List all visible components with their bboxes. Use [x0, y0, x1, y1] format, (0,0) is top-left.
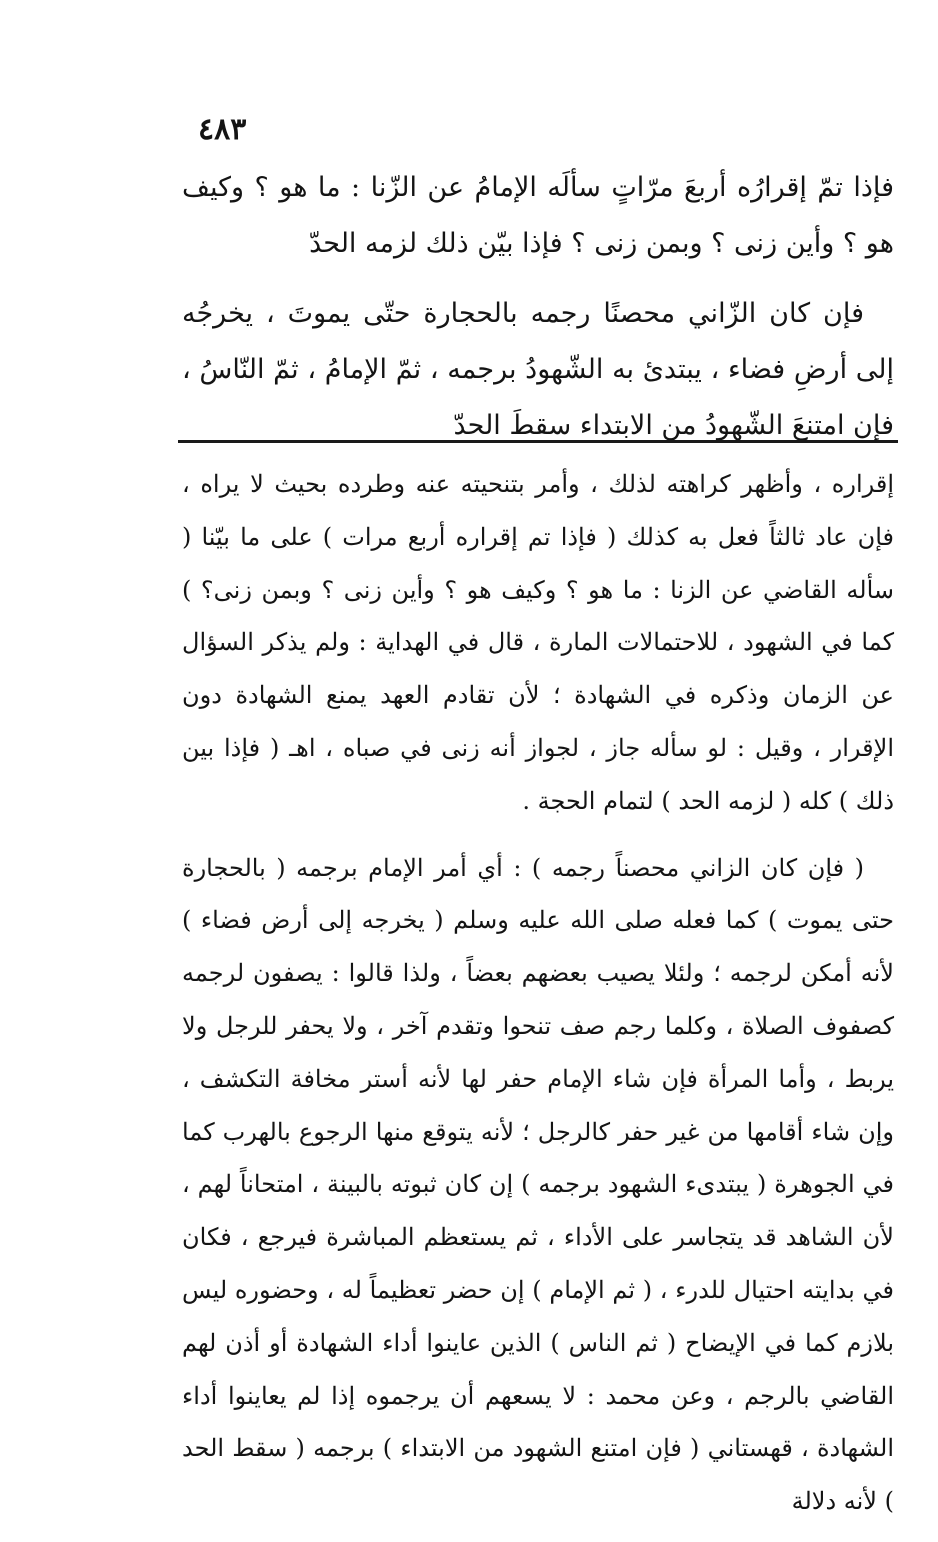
- main-paragraph: فإن كان الزّاني محصنًا رجمه بالحجارة حتّى يموتَ ، يخرجُه إلى أرضِ فضاء ، يبتدئ به الشّهودُ برجمه ، ثمّ الإمامُ ، ثمّ النّاسُ ، فإن امتنعَ الشّهودُ من الابتداء سقطَ الحدّ: [182, 298, 894, 441]
- main-paragraph: فإذا تمّ إقرارُه أربعَ مرّاتٍ سألَه الإمامُ عن الزّنا : ما هو ؟ وكيف هو ؟ وأين زنى ؟ وبمن زنى ؟ فإذا بيّن ذلك لزمه الحدّ: [182, 172, 894, 259]
- main-text: [182, 160, 894, 468]
- separator-line: [178, 440, 898, 443]
- commentary-paragraph: إقراره ، وأظهر كراهته لذلك ، وأمر بتنحيته عنه وطرده بحيث لا يراه ، فإن عاد ثالثاً فعل به كذلك ( فإذا تم إقراره أربع مرات ) على ما بيّنا ( سأله القاضي عن الزنا : ما هو ؟ وكيف هو ؟ وأين زنى ؟ وبمن زنى؟ ) كما في الشهود ، للاحتمالات المارة ، قال في الهداية : ولم يذكر السؤال عن الزمان وذكره في الشهادة ؛ لأن تقادم العهد يمنع الشهادة دون الإقرار ، وقيل : لو سأله جاز ، لجواز أنه زنى في صباه ، اهـ ( فإذا بين ذلك ) كله ( لزمه الحد ) لتمام الحجة .: [182, 470, 895, 815]
- commentary-paragraph: ( فإن كان الزاني محصناً رجمه ) : أي أمر الإمام برجمه ( بالحجارة حتى يموت ) كما فعله صلى الله عليه وسلم ( يخرجه إلى أرض فضاء ) لأنه أمكن لرجمه ؛ ولئلا يصيب بعضهم بعضاً ، ولذا قالوا : يصفون لرجمه كصفوف الصلاة ، وكلما رجم صف تنحوا وتقدم آخر ، ولا يحفر للرجل ولا يربط ، وأما المرأة فإن شاء الإمام حفر لها لأنه أستر مخافة التكشف ، وإن شاء أقامها من غير حفر كالرجل ؛ لأنه يتوقع منها الرجوع بالهرب كما في الجوهرة ( يبتدىء الشهود برجمه ) إن كان ثبوته بالبينة ، امتحاناً لهم ، لأن الشاهد قد يتجاسر على الأداء ، ثم يستعظم المباشرة فيرجع ، فكان في بدايته احتيال للدرء ، ( ثم الإمام ) إن حضر تعظيماً له ، وحضوره ليس بلازم كما في الإيضاح ( ثم الناس ) الذين عاينوا أداء الشهادة أو أذن لهم القاضي بالرجم ، وعن محمد : لا يسعهم أن يرجموه إذا لم يعاينوا أداء الشهادة ، قهستاني ( فإن امتنع الشهود من الابتداء ) برجمه ( سقط الحد ) لأنه دلالة: [182, 853, 895, 1516]
- commentary-text: [182, 458, 894, 1542]
- page-number: ٤٨٣: [198, 112, 247, 147]
